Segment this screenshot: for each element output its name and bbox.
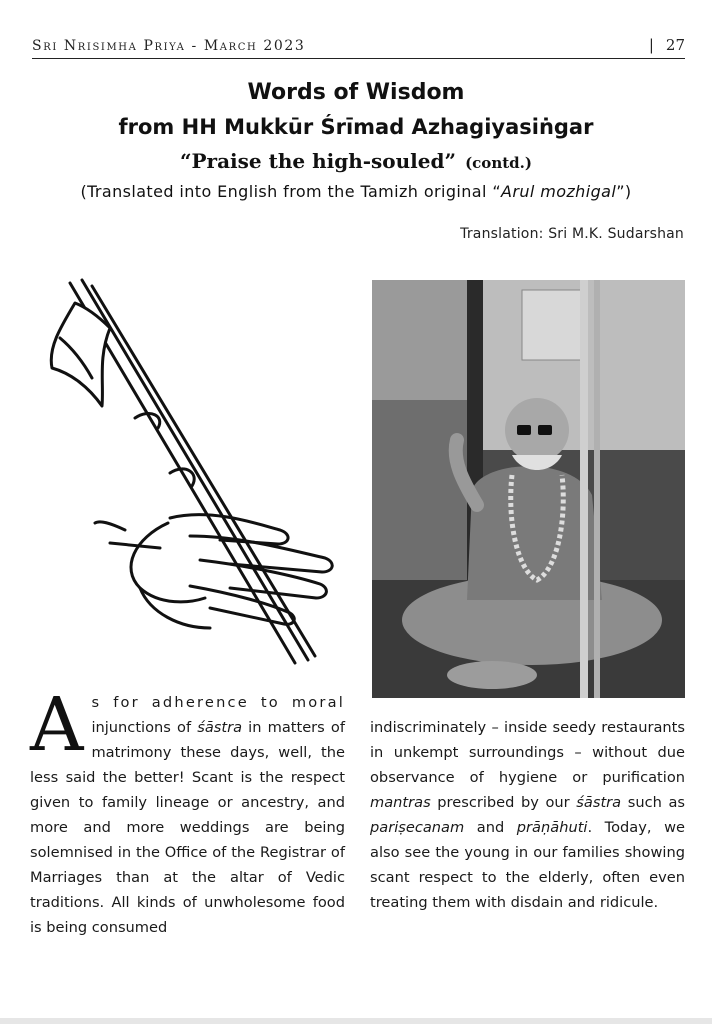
- body-column-right: [370, 715, 685, 915]
- paragraph-left-text-b: in matters of matrimony these days, well, the less said the better! Scant is the respect given to family lineage or ancestry, and more and more weddings are being solemnised in the Office of the Registrar of Marriages than at the altar of Vedic traditions. All kinds of unwholesome food is being consumed: [30, 719, 345, 936]
- body-column-left: [30, 682, 345, 940]
- article-subheading: [0, 144, 712, 180]
- term-mantras: mantras: [370, 794, 431, 811]
- article-title-block: [0, 76, 712, 206]
- seated-elder-photo: [372, 280, 685, 698]
- term-parisecanam: pariṣecanam: [370, 819, 465, 836]
- article-title-author: from HH Mukkūr Śrīmad Azhagiyasiṅgar: [118, 115, 594, 139]
- paragraph-lead: s for adherence to moral: [91, 694, 345, 711]
- paragraph-right-text-a: indiscriminately – inside seedy restaurants in unkempt surroundings – without due observance of hygiene or purification: [370, 719, 685, 786]
- translation-note-suffix: ”): [616, 182, 632, 201]
- paragraph-right: [370, 715, 685, 915]
- staff-sketch-illustration: [40, 268, 340, 678]
- subheading-contd: (contd.): [465, 154, 532, 172]
- drop-cap: A: [30, 682, 84, 768]
- paragraph-right-text-d: and: [464, 819, 517, 836]
- page-bottom-strip: [0, 1018, 712, 1024]
- article-title: Words of Wisdom: [247, 80, 465, 105]
- translation-note: [0, 178, 712, 206]
- term-sastra-2: śāstra: [576, 794, 622, 811]
- subheading-quote: “Praise the high-souled”: [180, 149, 456, 173]
- translation-note-italic: Arul mozhigal: [501, 182, 617, 201]
- page-number-block: [649, 36, 685, 54]
- term-pranahuti: prāṇāhuti: [516, 819, 588, 836]
- translator-credit: Translation: Sri M.K. Sudarshan: [460, 226, 684, 242]
- running-title: Sri Nrisimha Priya - March 2023: [32, 38, 306, 54]
- page-number: 27: [665, 36, 685, 54]
- running-header: [32, 36, 685, 59]
- paragraph-right-text-c: such as: [621, 794, 686, 811]
- paragraph-right-text-e: . Today, we also see the young in our families showing scant respect to the elderly, often even treating them with disdain and ridicule.: [370, 819, 685, 911]
- header-separator: |: [648, 36, 654, 54]
- paragraph-left-text-a: injunctions of: [91, 719, 198, 736]
- term-sastra-1: śāstra: [197, 719, 243, 736]
- translation-note-prefix: (Translated into English from the Tamizh original “: [80, 182, 502, 201]
- paragraph-right-text-b: prescribed by our: [430, 794, 577, 811]
